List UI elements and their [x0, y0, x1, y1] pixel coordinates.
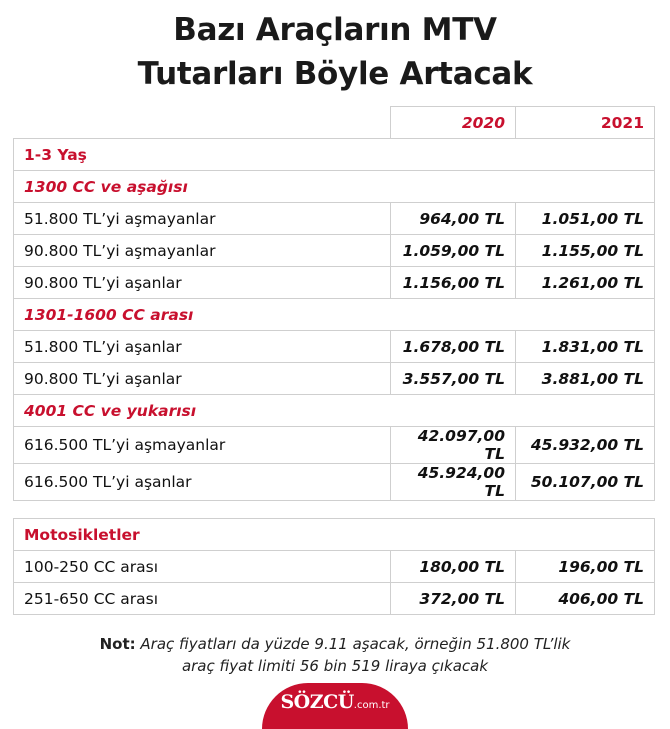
- table-row: [14, 331, 655, 363]
- engine-group-heading-row: [14, 299, 655, 331]
- year-2020-header: 2020: [391, 107, 516, 139]
- section-motorcycle-cell: Motosikletler: [14, 519, 655, 551]
- mtv-motorcycle-table: [13, 518, 655, 615]
- value-2021: 1.261,00 TL: [516, 267, 655, 299]
- page-title: [0, 8, 670, 96]
- row-label: 90.800 TL’yi aşanlar: [14, 363, 391, 395]
- row-label: 100-250 CC arası: [14, 551, 391, 583]
- row-label: 251-650 CC arası: [14, 583, 391, 615]
- row-label: 90.800 TL’yi aşmayanlar: [14, 235, 391, 267]
- title-line-2: Tutarları Böyle Artacak: [137, 56, 533, 92]
- header-empty-cell: [14, 107, 391, 139]
- note-line-2: araç fiyat limiti 56 bin 519 liraya çıkacak: [181, 657, 489, 675]
- value-2021: 3.881,00 TL: [516, 363, 655, 395]
- footnote: [0, 633, 670, 677]
- value-2021: 1.831,00 TL: [516, 331, 655, 363]
- value-2021: 45.932,00 TL: [516, 427, 655, 464]
- value-2021: 1.051,00 TL: [516, 203, 655, 235]
- year-2021-header: 2021: [516, 107, 655, 139]
- section-age-row: [14, 139, 655, 171]
- value-2020: 372,00 TL: [391, 583, 516, 615]
- engine-group-heading-cell: 1301-1600 CC arası: [14, 299, 655, 331]
- table-row: [14, 363, 655, 395]
- table-row: [14, 267, 655, 299]
- value-2020: 1.156,00 TL: [391, 267, 516, 299]
- engine-group-heading-row: [14, 171, 655, 203]
- row-label: 616.500 TL’yi aşanlar: [14, 464, 391, 501]
- value-2020: 42.097,00 TL: [391, 427, 516, 464]
- engine-group-heading-cell: 4001 CC ve yukarısı: [14, 395, 655, 427]
- title-line-1: Bazı Araçların MTV: [173, 12, 497, 48]
- mtv-car-table: [13, 106, 655, 501]
- table-row: [14, 464, 655, 501]
- value-2020: 1.059,00 TL: [391, 235, 516, 267]
- value-2020: 3.557,00 TL: [391, 363, 516, 395]
- table-row: [14, 427, 655, 464]
- row-label: 51.800 TL’yi aşmayanlar: [14, 203, 391, 235]
- note-line-1: Araç fiyatları da yüzde 9.11 aşacak, örneğin 51.800 TL’lik: [135, 635, 571, 653]
- value-2021: 196,00 TL: [516, 551, 655, 583]
- table-row: [14, 203, 655, 235]
- value-2020: 1.678,00 TL: [391, 331, 516, 363]
- note-prefix: Not:: [99, 635, 136, 653]
- logo-name: SÖZCÜ: [280, 691, 354, 713]
- value-2020: 180,00 TL: [391, 551, 516, 583]
- engine-group-heading-row: [14, 395, 655, 427]
- value-2020: 45.924,00 TL: [391, 464, 516, 501]
- section-age-cell: 1-3 Yaş: [14, 139, 655, 171]
- table-row: [14, 235, 655, 267]
- engine-group-heading-cell: 1300 CC ve aşağısı: [14, 171, 655, 203]
- row-label: 51.800 TL’yi aşanlar: [14, 331, 391, 363]
- value-2021: 1.155,00 TL: [516, 235, 655, 267]
- table-row: [14, 583, 655, 615]
- value-2020: 964,00 TL: [391, 203, 516, 235]
- logo-suffix: .com.tr: [353, 700, 390, 711]
- sozcu-logo[interactable]: [262, 683, 408, 729]
- value-2021: 406,00 TL: [516, 583, 655, 615]
- section-motorcycle-row: [14, 519, 655, 551]
- row-label: 90.800 TL’yi aşanlar: [14, 267, 391, 299]
- brand-logo-area: [0, 683, 670, 718]
- value-2021: 50.107,00 TL: [516, 464, 655, 501]
- row-label: 616.500 TL’yi aşmayanlar: [14, 427, 391, 464]
- table-row: [14, 551, 655, 583]
- year-header-row: [14, 107, 655, 139]
